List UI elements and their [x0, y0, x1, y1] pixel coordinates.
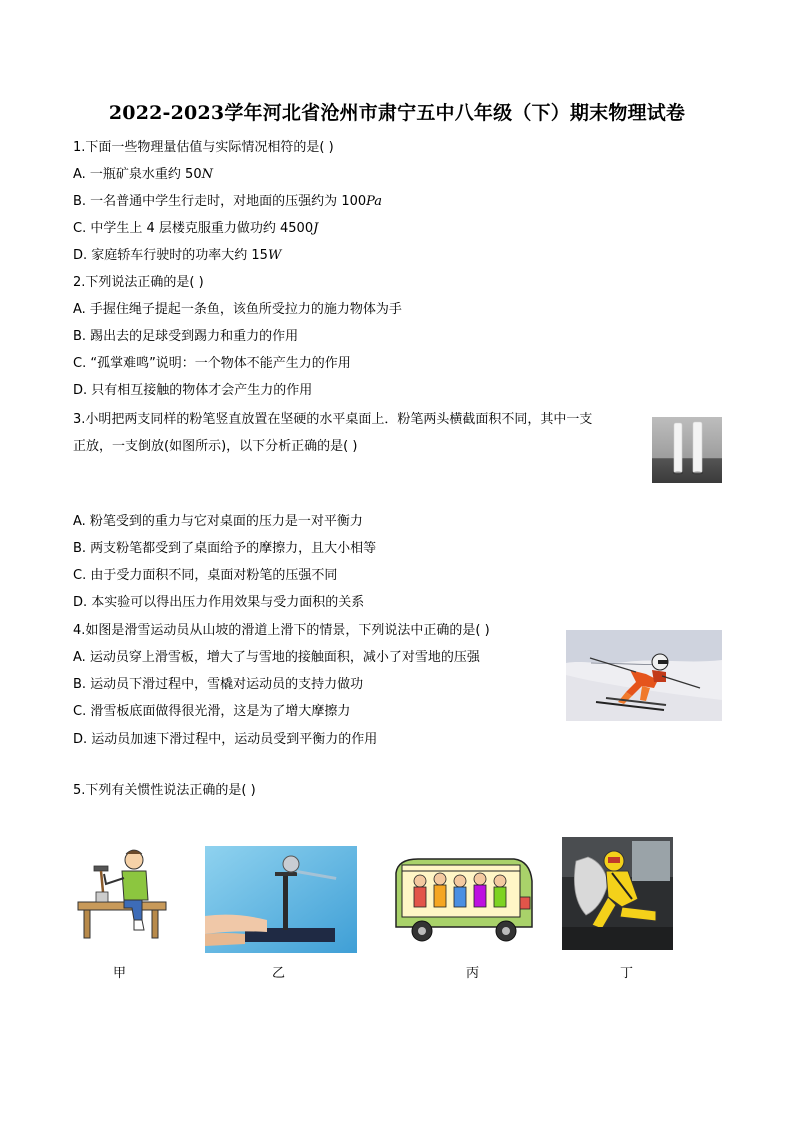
option-text: C. 中学生上 4 层楼克服重力做功约 4500 [73, 221, 314, 236]
q2-stem: 2.下列说法正确的是( ) [73, 275, 204, 290]
q4-option-d[interactable]: D. 运动员加速下滑过程中，运动员受到平衡力的作用 [73, 732, 378, 747]
figure-bing [388, 851, 536, 951]
option-text: B. 一名普通中学生行走时，对地面的压强约为 100 [73, 194, 367, 209]
caption-jia: 甲 [113, 966, 127, 981]
caption-ding: 丁 [620, 966, 634, 981]
unit: N [201, 167, 213, 182]
option-text: A. 一瓶矿泉水重约 50 [73, 167, 202, 182]
chalk-image [652, 417, 722, 483]
q3-option-d[interactable]: D. 本实验可以得出压力作用效果与受力面积的关系 [73, 595, 365, 610]
airbag-photo [562, 837, 673, 950]
figure-ding [562, 837, 673, 950]
chalk-figure [652, 417, 722, 483]
q1-option-b[interactable] [73, 193, 382, 211]
unit: Pa [366, 194, 383, 209]
figure-jia [76, 844, 172, 941]
q1-option-a[interactable] [73, 166, 213, 184]
q1-option-c[interactable] [73, 220, 318, 238]
skier-figure [566, 630, 722, 721]
q4-option-c[interactable]: C. 滑雪板底面做得很光滑，这是为了增大摩擦力 [73, 704, 351, 719]
skier-image [566, 630, 722, 721]
q4-stem: 4.如图是滑雪运动员从山坡的滑道上滑下的情景，下列说法中正确的是( ) [73, 623, 490, 638]
q3-option-c[interactable]: C. 由于受力面积不同，桌面对粉笔的压强不同 [73, 568, 338, 583]
q4-option-b[interactable]: B. 运动员下滑过程中，雪橇对运动员的支持力做功 [73, 677, 364, 692]
q1-stem: 1.下面一些物理量估值与实际情况相符的是( ) [73, 140, 334, 155]
q2-option-d[interactable]: D. 只有相互接触的物体才会产生力的作用 [73, 383, 313, 398]
figure-yi [205, 846, 357, 953]
q3-option-b[interactable]: B. 两支粉笔都受到了桌面给予的摩擦力，且大小相等 [73, 541, 377, 556]
q3-stem-line-1: 3.小明把两支同样的粉笔竖直放置在坚硬的水平桌面上．粉笔两头横截面积不同，其中一支 [73, 412, 593, 427]
caption-bing: 丙 [466, 966, 480, 981]
option-text: D. 家庭轿车行驶时的功率大约 15 [73, 248, 268, 263]
caption-yi: 乙 [272, 966, 286, 981]
q4-option-a[interactable]: A. 运动员穿上滑雪板，增大了与雪地的接触面积，减小了对雪地的压强 [73, 650, 480, 665]
q1-option-d[interactable] [73, 247, 281, 265]
page-title: 2022-2023学年河北省沧州市肃宁五中八年级（下）期末物理试卷 [108, 102, 686, 124]
unit: J [313, 221, 319, 236]
hammer-man-drawing [76, 844, 172, 941]
q2-option-c[interactable]: C. “孤掌难鸣”说明：一个物体不能产生力的作用 [73, 356, 351, 371]
q2-option-a[interactable]: A. 手握住绳子提起一条鱼，该鱼所受拉力的施力物体为手 [73, 302, 402, 317]
q5-stem: 5.下列有关惯性说法正确的是( ) [73, 783, 256, 798]
q2-option-b[interactable]: B. 踢出去的足球受到踢力和重力的作用 [73, 329, 299, 344]
bus-cartoon [388, 851, 536, 951]
unit: W [267, 248, 282, 263]
inertia-apparatus-photo [205, 846, 357, 953]
q3-option-a[interactable]: A. 粉笔受到的重力与它对桌面的压力是一对平衡力 [73, 514, 363, 529]
q3-stem-line-2: 正放，一支倒放(如图所示)，以下分析正确的是( ) [73, 439, 358, 454]
